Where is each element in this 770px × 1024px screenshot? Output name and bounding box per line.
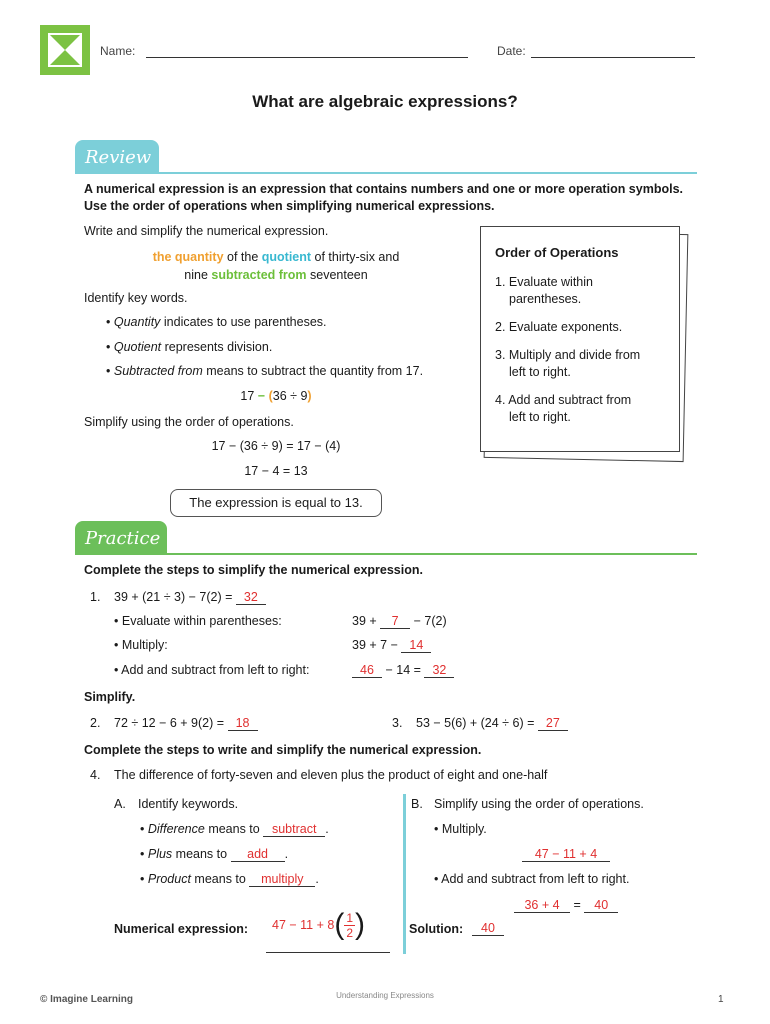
answer-blank[interactable]: 32 xyxy=(236,591,266,605)
problem-1-number: 1. xyxy=(90,590,101,604)
review-tab: Review xyxy=(75,140,159,174)
write-simplify-text: Write and simplify the numerical expression. xyxy=(84,224,329,238)
name-label: Name: xyxy=(100,44,136,58)
fraction-one-half: $\frac{1}{2}$ xyxy=(346,910,354,940)
answer-blank[interactable]: 47 − 11 + 4 xyxy=(522,848,610,862)
phrase-quotient: quotient xyxy=(261,250,312,264)
answer-blank[interactable]: 7 xyxy=(380,615,410,629)
review-divider xyxy=(75,172,697,174)
answer-blank[interactable]: 40 xyxy=(472,922,504,936)
imagine-learning-logo xyxy=(40,25,90,75)
answer-blank[interactable]: 32 xyxy=(424,664,454,678)
problem-4-number: 4. xyxy=(90,768,101,782)
solution-label: Solution: xyxy=(409,922,464,936)
keyword-item: • Difference means to subtract . xyxy=(140,822,329,836)
answer-blank[interactable]: 40 xyxy=(584,899,618,913)
practice-instruction-1: Complete the steps to simplify the numerical expression. xyxy=(84,563,423,577)
problem-1: 39 + (21 ÷ 3) − 7(2) = 32 xyxy=(114,590,266,605)
card-front xyxy=(480,226,680,452)
answer-blank[interactable]: 46 xyxy=(352,664,382,678)
identify-text: Identify key words. xyxy=(84,291,188,305)
part-a-label: A. xyxy=(114,797,126,811)
card-list: 1. Evaluate within parentheses. 2. Evaluate exponents. 3. Multiply and divide from left to right. 4. Add and subtract from left to right. xyxy=(495,275,641,424)
simplify-step-2: 17 − 4 = 13 xyxy=(244,464,308,478)
answer-blank[interactable]: subtract xyxy=(263,823,325,837)
verbal-phrase: the quantity of the quotient of thirty-six and nine subtracted from seventeen xyxy=(152,250,400,282)
keyword-item: • Product means to multiply . xyxy=(140,872,319,886)
practice-divider xyxy=(75,553,697,555)
part-a-text: Identify keywords. xyxy=(138,797,239,811)
footer-center: Understanding Expressions xyxy=(336,991,434,1000)
phrase-quantity: the quantity xyxy=(152,250,224,264)
keyword-item: • Plus means to add . xyxy=(140,847,289,861)
answer-blank[interactable]: 27 xyxy=(538,717,568,731)
expression-underline xyxy=(266,952,390,953)
step-work: 36 + 4 = 40 xyxy=(514,898,618,913)
answer-blank[interactable]: multiply xyxy=(249,873,315,887)
date-label: Date: xyxy=(497,44,526,58)
phrase-subtracted: subtracted from xyxy=(211,268,307,282)
step-label: • Multiply: xyxy=(114,638,168,652)
step-label: • Add and subtract from left to right: xyxy=(114,663,310,677)
name-field[interactable] xyxy=(146,44,468,58)
simplify-heading: Simplify. xyxy=(84,690,136,704)
column-divider xyxy=(403,794,406,954)
list-item: • Quotient represents division. xyxy=(106,340,273,354)
simplify-label: Simplify using the order of operations. xyxy=(84,415,294,429)
practice-tab: Practice xyxy=(75,521,167,555)
expression-17: 17 − (36 ÷ 9) xyxy=(240,389,312,403)
practice-instruction-2: Complete the steps to write and simplify the numerical expression. xyxy=(84,743,482,757)
date-field[interactable] xyxy=(531,44,695,58)
answer-blank[interactable]: add xyxy=(231,848,285,862)
simplify-step-1: 17 − (36 ÷ 9) = 17 − (4) xyxy=(211,439,341,453)
card-title: Order of Operations xyxy=(495,245,619,260)
list-item: • Subtracted from means to subtract the quantity from 17. xyxy=(106,364,424,378)
page-title: What are algebraic expressions? xyxy=(252,92,518,111)
part-b-text: Simplify using the order of operations. xyxy=(434,797,644,811)
problem-2: 72 ÷ 12 − 6 + 9(2) = 18 xyxy=(114,716,258,731)
result-box: The expression is equal to 13. xyxy=(170,489,382,517)
review-intro: A numerical expression is an expression that contains numbers and one or more operation symbols. Use the order of operations when simplifying numerical expressions. xyxy=(84,182,683,213)
problem-2-number: 2. xyxy=(90,716,101,730)
part-b-label: B. xyxy=(411,797,423,811)
step-item: • Add and subtract from left to right. xyxy=(434,872,630,886)
step-work: 39 + 7 − 7(2) xyxy=(352,614,447,628)
problem-3-number: 3. xyxy=(392,716,403,730)
answer-blank[interactable]: 18 xyxy=(228,717,258,731)
page-number: 1 xyxy=(718,994,724,1005)
problem-4: The difference of forty-seven and eleven plus the product of eight and one-half xyxy=(114,768,548,782)
numerical-expression-label: Numerical expression: xyxy=(114,922,249,936)
order-of-operations-card xyxy=(480,226,690,462)
numerical-expression-answer: 47 − 11 + 8( $\frac{1}{2}$ ) xyxy=(272,908,366,941)
answer-blank[interactable]: 36 + 4 xyxy=(514,899,570,913)
list-item: • Quantity indicates to use parentheses. xyxy=(106,315,327,329)
step-label: • Evaluate within parentheses: xyxy=(114,614,282,628)
answer-blank[interactable]: 14 xyxy=(401,639,431,653)
footer-copyright: © Imagine Learning xyxy=(40,994,133,1005)
step-item: • Multiply. xyxy=(434,822,487,836)
step-work: 46 − 14 = 32 xyxy=(352,663,454,678)
problem-3: 53 − 5(6) + (24 ÷ 6) = 27 xyxy=(416,716,568,731)
step-work: 39 + 7 − 14 xyxy=(352,638,431,653)
